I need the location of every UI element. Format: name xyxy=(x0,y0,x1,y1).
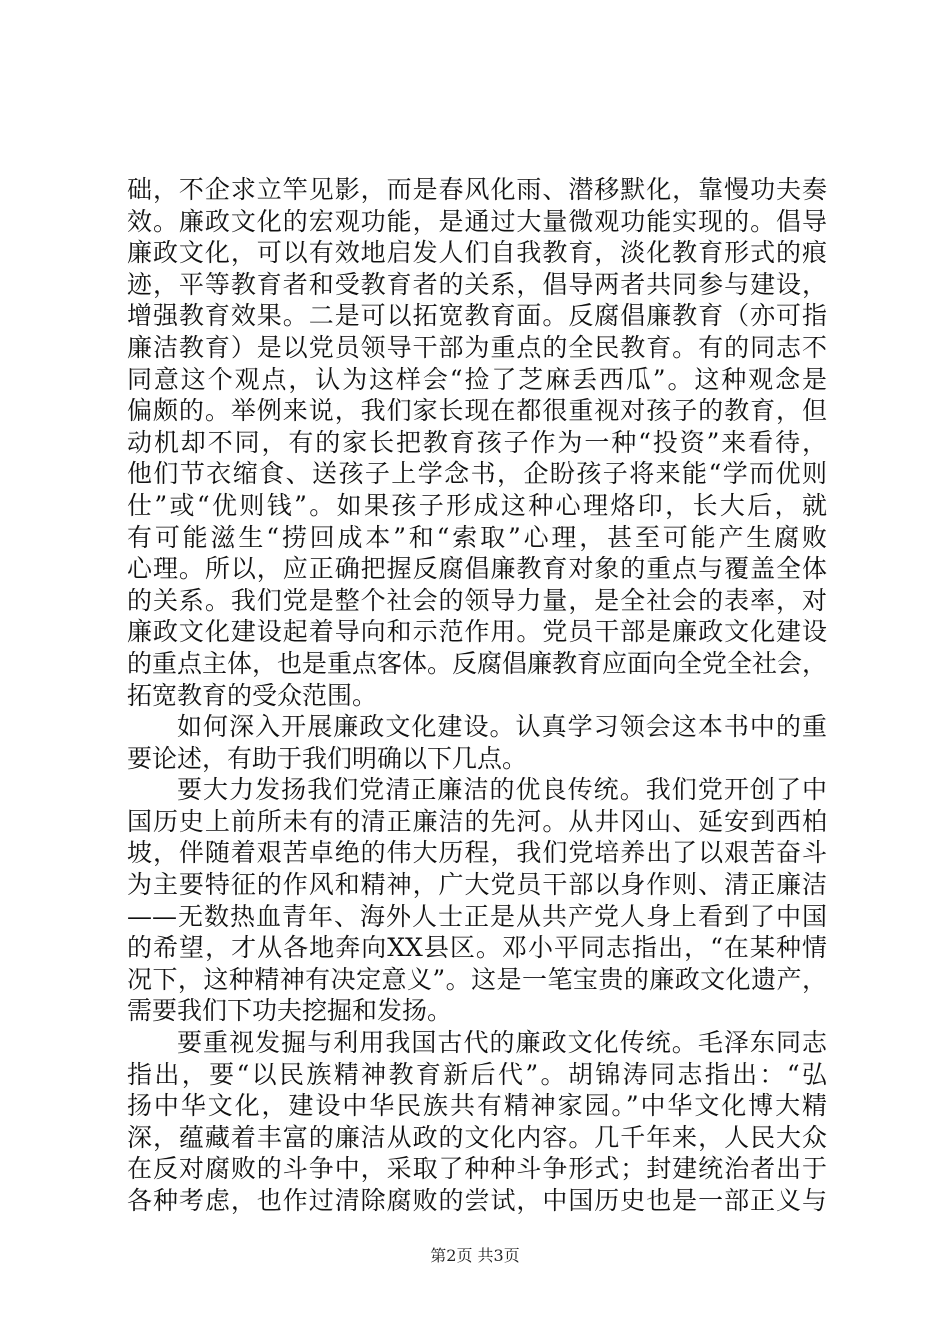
text-line: 同意这个观点，认为这样会“捡了芝麻丢西瓜”。这种观念是 xyxy=(127,364,827,394)
text-line: 础，不企求立竿见影，而是春风化雨、潜移默化，靠慢功夫奏 xyxy=(127,175,827,204)
text-line: 的希望，才从各地奔向XX县区。邓小平同志指出，“在某种情 xyxy=(127,933,827,963)
text-line: 如何深入开展廉政文化建设。认真学习领会这本书中的重 xyxy=(177,712,827,742)
text-line: 动机却不同，有的家长把教育孩子作为一种“投资”来看待， xyxy=(127,427,827,457)
text-line: 仕”或“优则钱”。如果孩子形成这种心理烙印，长大后，就 xyxy=(127,490,827,520)
text-line: 要大力发扬我们党清正廉洁的优良传统。我们党开创了中 xyxy=(177,775,827,805)
text-line: ——无数热血青年、海外人士正是从共产党人身上看到了中国 xyxy=(127,901,827,931)
paragraph xyxy=(127,711,827,774)
text-line: 的重点主体，也是重点客体。反腐倡廉教育应面向全党全社会， xyxy=(127,648,828,678)
text-line: 迹，平等教育者和受教育者的关系，倡导两者共同参与建设， xyxy=(127,269,827,299)
text-line: 有可能滋生“捞回成本”和“索取”心理，甚至可能产生腐败 xyxy=(127,522,827,552)
text-line: 要论述，有助于我们明确以下几点。 xyxy=(127,743,528,773)
text-line: 深，蕴藏着丰富的廉洁从政的文化内容。几千年来，人民大众 xyxy=(127,1122,827,1152)
paragraph xyxy=(127,774,827,1027)
paragraph xyxy=(127,174,827,711)
text-line: 增强教育效果。二是可以拓宽教育面。反腐倡廉教育（亦可指 xyxy=(127,301,827,331)
text-line: 坡，伴随着艰苦卓绝的伟大历程，我们党培养出了以艰苦奋斗 xyxy=(127,838,827,868)
body-text xyxy=(127,174,827,1217)
text-line: 扬中华文化，建设中华民族共有精神家园。”中华文化博大精 xyxy=(127,1091,827,1121)
text-line: 的关系。我们党是整个社会的领导力量，是全社会的表率，对 xyxy=(127,585,827,615)
text-line: 廉政文化建设起着导向和示范作用。党员干部是廉政文化建设 xyxy=(127,617,827,647)
text-line: 偏颇的。举例来说，我们家长现在都很重视对孩子的教育，但 xyxy=(127,396,827,426)
text-line: 国历史上前所未有的清正廉洁的先河。从井冈山、延安到西柏 xyxy=(127,806,827,836)
text-line: 心理。所以，应正确把握反腐倡廉教育对象的重点与覆盖全体 xyxy=(127,554,827,584)
text-line: 他们节衣缩食、送孩子上学念书，企盼孩子将来能“学而优则 xyxy=(127,459,827,489)
paragraph xyxy=(127,1027,827,1217)
text-line: 况下，这种精神有决定意义”。这是一笔宝贵的廉政文化遗产， xyxy=(127,964,827,994)
text-line: 效。廉政文化的宏观功能，是通过大量微观功能实现的。倡导 xyxy=(127,206,827,236)
text-line: 在反对腐败的斗争中，采取了种种斗争形式；封建统治者出于 xyxy=(127,1154,827,1184)
text-line: 廉洁教育）是以党员领导干部为重点的全民教育。有的同志不 xyxy=(127,332,827,362)
text-line: 为主要特征的作风和精神，广大党员干部以身作则、清正廉洁 xyxy=(127,870,827,900)
text-line: 拓宽教育的受众范围。 xyxy=(127,680,378,710)
text-line: 需要我们下功夫挖掘和发扬。 xyxy=(127,996,453,1026)
text-line: 廉政文化，可以有效地启发人们自我教育，淡化教育形式的痕 xyxy=(127,238,827,268)
text-line: 要重视发掘与利用我国古代的廉政文化传统。毛泽东同志 xyxy=(177,1028,827,1058)
text-line: 指出，要“以民族精神教育新后代”。胡锦涛同志指出：“弘 xyxy=(127,1059,827,1089)
page-footer: 第2页 共3页 xyxy=(430,1246,520,1265)
text-line: 各种考虑，也作过清除腐败的尝试，中国历史也是一部正义与 xyxy=(127,1186,827,1215)
